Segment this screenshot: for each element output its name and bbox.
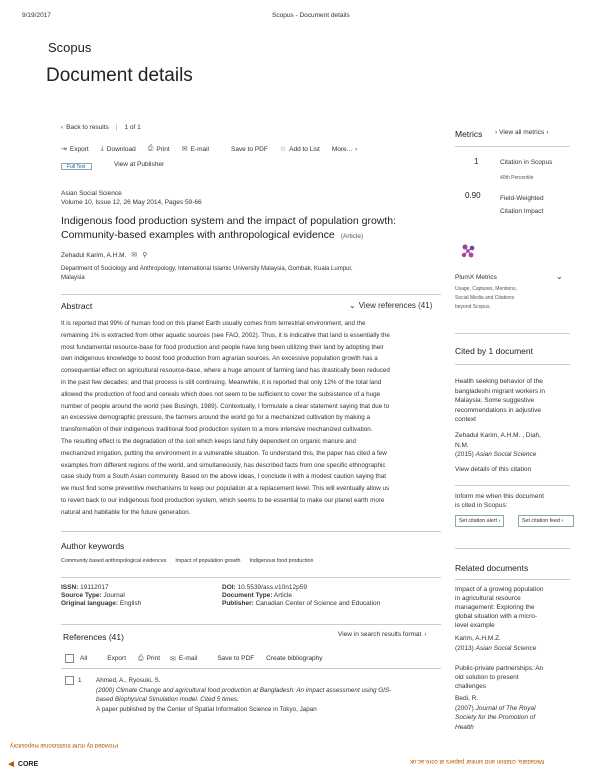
- repository-watermark: Provided by IIUM Institutional Repository: [10, 742, 119, 748]
- back-to-results-link[interactable]: Back to results: [66, 124, 109, 131]
- download-label: Download: [106, 145, 136, 153]
- fwci-value: 0.90: [465, 191, 481, 200]
- abstract-line: The resulting effect is the degradation of the soil which keeps land fully dependent on organic manure and: [61, 437, 356, 445]
- cited-title-line: Malaysia: Some suggestive: [455, 397, 535, 405]
- related-doc2-journal-line: Society for the Promotion of: [455, 714, 536, 721]
- email-icon: ✉: [181, 146, 188, 153]
- export-label: Export: [69, 145, 89, 153]
- reference-number: 1: [78, 677, 82, 684]
- references-heading: References (41): [63, 632, 124, 642]
- source-title[interactable]: Asian Social Science: [61, 190, 122, 197]
- related-doc2-year: (2007): [455, 704, 474, 712]
- abstract-line: It is reported that 99% of human food on this planet Earth usually comes from terrestrial environment, and the: [61, 320, 366, 327]
- inform-text: [455, 492, 544, 510]
- reference-checkbox[interactable]: [65, 676, 74, 685]
- related-doc1-meta: [455, 634, 536, 653]
- abstract-line: to revert back to our indigenous food production system, which seems to be essential to make our planet earth more: [61, 496, 385, 504]
- ref-print-button[interactable]: [138, 655, 160, 663]
- print-icon: ⎙: [138, 654, 144, 662]
- abstract-line: mechanized irrigation, putting the environment in a vulnerable situation. To understand this, the paper has cited a few: [61, 449, 387, 457]
- chevron-right-icon: ›: [498, 518, 501, 524]
- issn-value: 19112017: [80, 584, 109, 591]
- fwci-label-line2: Citation Impact: [500, 208, 544, 215]
- related-doc1-journal: Asian Social Science: [475, 644, 537, 652]
- add-list-label: Add to List: [289, 145, 320, 153]
- star-icon: ☆: [279, 146, 287, 153]
- view-all-metrics-label: View all metrics: [499, 129, 545, 136]
- divider: [61, 577, 441, 578]
- issn-label: ISSN:: [61, 584, 79, 591]
- plumx-desc-line: beyond Scopus.: [455, 304, 491, 310]
- cited-title-line: bangladeshi migrant workers in: [455, 387, 545, 395]
- related-doc1-year: (2013): [455, 644, 474, 652]
- plumx-logo-icon: [460, 243, 476, 259]
- related-doc1-title[interactable]: [455, 585, 544, 630]
- abstract-line: remaining 1% is extracted from other aquatic sources (see FAO, 2002). Thus, it is indicative that land is essentially the: [61, 331, 390, 339]
- cited-year: (2015): [455, 451, 474, 458]
- abstract-line: transformation of their indigenous traditional food production system to a more intensive mechanized cultivation.: [61, 426, 373, 434]
- chevron-right-icon: ›: [546, 129, 549, 136]
- author-link[interactable]: Zehadul Karim, A.H.M.: [61, 251, 127, 259]
- chevron-right-icon: ›: [495, 129, 498, 136]
- plumx-desc-line: Social Media and Citations: [455, 295, 515, 301]
- ref-email-button[interactable]: [170, 655, 197, 663]
- print-date: 9/19/2017: [22, 12, 51, 19]
- related-title-line: management: Exploring the: [455, 604, 535, 611]
- abstract-line: own indigenous knowledge to boost food production from agrarian sources. An excessive population growth has a: [61, 355, 378, 363]
- nav-separator: |: [115, 124, 118, 131]
- ref-save-pdf-button[interactable]: Save to PDF: [217, 655, 255, 662]
- cited-title-line: context: [455, 416, 476, 424]
- plumx-desc-line: Usage, Captures, Mentions,: [455, 286, 517, 292]
- publisher-label: Publisher:: [222, 600, 254, 607]
- cited-authors-line: Zehadul Karim, A.H.M. , Diah,: [455, 432, 541, 439]
- download-button[interactable]: [101, 145, 136, 153]
- chevron-right-icon: ›: [424, 631, 427, 638]
- related-title-line: global situation with a micro-: [455, 613, 538, 620]
- core-logo: [6, 759, 38, 770]
- keywords-heading: Author keywords: [61, 541, 125, 551]
- abstract-line: case study from a South Asian community. Based on the above ideas, I conclude it with a modest caution saying that: [61, 473, 387, 481]
- chevron-right-icon: ›: [561, 518, 564, 524]
- abstract-line: an excessive demographic pressure, the farmers around the world go for a mechanized cultivation by making a: [61, 414, 371, 422]
- email-label: E-mail: [190, 145, 209, 153]
- inform-line: is cited in Scopus:: [455, 502, 508, 509]
- alert-label: Set citation alert: [459, 518, 497, 524]
- save-pdf-button[interactable]: [231, 146, 268, 153]
- abstract-line: in the past few decades; and that process is still continuing. Meanwhile, it is reported that only 12% of the total land: [61, 378, 382, 386]
- affiliation-line1: Department of Sociology and Anthropology, International Islamic University Malaysia, Gombak, Kuala Lumpur,: [61, 266, 353, 272]
- view-all-metrics-link[interactable]: [495, 129, 548, 136]
- view-at-publisher-link[interactable]: View at Publisher: [114, 161, 165, 168]
- ref-print-label: Print: [146, 655, 161, 662]
- identifiers-right: [222, 584, 380, 608]
- article-title-line1: Indigenous food production system and the impact of population growth:: [61, 215, 397, 227]
- abstract-line: number of people around the world (see Busingh, 1989). Contextually, I formulate a clear statement saying that due to: [61, 402, 390, 410]
- abstract-line: allowed the production of food and cereals which does not seem to be sufficient to cover the subsistence of a huge: [61, 390, 381, 398]
- print-label: Print: [156, 145, 170, 153]
- divider: [61, 294, 441, 295]
- reference-authors: Ahmed, A., Ryosuki, S.: [96, 677, 161, 684]
- article-title-line2: Community-based examples with anthropological evidence: [61, 229, 335, 241]
- result-position: 1 of 1: [124, 124, 141, 131]
- set-citation-alert-button[interactable]: [455, 515, 504, 527]
- plumx-description: [455, 285, 517, 312]
- cited-journal: Asian Social Science: [475, 451, 537, 458]
- create-bibliography-button[interactable]: Create bibliography: [266, 655, 323, 662]
- related-doc2-journal-line: Health: [455, 723, 474, 731]
- more-button[interactable]: [332, 146, 357, 153]
- plumx-label: PlumX Metrics: [455, 274, 497, 281]
- reference-item: [65, 676, 391, 714]
- export-button[interactable]: [61, 145, 89, 153]
- chevron-left-icon: ‹: [61, 124, 64, 131]
- fwci-label: [500, 192, 544, 218]
- abstract-line: natural and habitable for the future generation.: [61, 508, 191, 516]
- cited-authors-line: N.M.: [455, 441, 469, 449]
- fwci-label-line1: Field-Weighted: [500, 195, 544, 202]
- references-toolbar: [65, 654, 323, 663]
- divider: [455, 333, 570, 334]
- divider: [61, 531, 441, 532]
- reference-source: A paper published by the Center of Spatial Information Science in Tokyo, Japan: [96, 705, 317, 713]
- related-doc2-journal-line: Journal of The Royal: [475, 704, 536, 712]
- results-nav: [61, 124, 141, 131]
- print-icon: ⎙: [147, 145, 154, 152]
- related-doc2-title[interactable]: [455, 664, 543, 691]
- chevron-down-icon[interactable]: ⌄: [556, 272, 563, 281]
- doc-type-label: Document Type:: [222, 592, 273, 599]
- document-toolbar: [61, 145, 357, 153]
- related-doc2-author: Bedi, R.: [455, 695, 479, 702]
- related-doc2-meta: [455, 694, 536, 732]
- keyword-item: Impact of population growth: [175, 558, 241, 564]
- cited-by-heading: Cited by 1 document: [455, 346, 533, 356]
- select-all-checkbox[interactable]: [65, 654, 74, 663]
- ref-export-button[interactable]: Export: [107, 655, 127, 662]
- cited-title-line: recommendations in adjustive: [455, 406, 541, 414]
- related-title-line: level example: [455, 622, 495, 629]
- reference-title-line1[interactable]: (2000) Climate Change and agricultural food production at Bangladesh: An impact assessment using GIS-: [96, 686, 392, 694]
- reference-title-line2: based Biophysical Simulation model. Cited 5 times.: [96, 696, 239, 703]
- save-pdf-label: Save to PDF: [230, 145, 268, 153]
- related-doc1-author: Karim, A.H.M.Z.: [455, 635, 501, 642]
- doc-type-value: Article: [273, 592, 292, 599]
- related-heading: Related documents: [455, 563, 529, 573]
- keyword-item: Indigenous food production: [249, 558, 314, 564]
- related-title-line: in agricultural resource: [455, 595, 521, 602]
- person-icon[interactable]: ⚲: [142, 252, 148, 259]
- related-title-line: challenges: [455, 683, 487, 690]
- print-page-title: Scopus - Document details: [272, 12, 350, 19]
- email-icon[interactable]: ✉: [131, 252, 138, 259]
- cited-by-authors: [455, 431, 541, 460]
- email-icon: ✉: [170, 655, 176, 663]
- set-citation-feed-button[interactable]: [518, 515, 574, 527]
- source-type-label: Source Type:: [61, 592, 102, 599]
- publisher-value: Canadian Center of Science and Education: [255, 600, 381, 607]
- scopus-logo[interactable]: Scopus: [48, 40, 92, 55]
- download-icon: ⤓: [100, 145, 104, 152]
- feed-label: Set citation feed: [522, 518, 560, 524]
- arrow-icon: ◄: [6, 759, 16, 770]
- divider: [455, 548, 570, 549]
- ref-email-label: E-mail: [178, 655, 198, 662]
- volume-info: Volume 10, Issue 12, 26 May 2014, Pages 59-66: [61, 199, 202, 206]
- article-title-row2: [61, 228, 363, 242]
- divider: [61, 668, 441, 669]
- reference-body: [96, 676, 391, 714]
- view-references-link[interactable]: [349, 301, 432, 310]
- divider: [455, 146, 570, 147]
- citation-count-label: Citation in Scopus: [500, 159, 553, 166]
- divider: [455, 364, 570, 365]
- doi-value[interactable]: 10.5539/ass.v10n12p59: [237, 584, 307, 591]
- identifiers-left: [61, 584, 141, 608]
- affiliation-line2: Malaysia: [61, 275, 85, 281]
- inform-line: Inform me when this document: [455, 493, 544, 500]
- abstract-line: consequential effect on agricultural resource-base, where a huge amount of farming land has drastically been reduced: [61, 367, 390, 375]
- language-label: Original language:: [61, 600, 119, 607]
- article-type: (Article): [340, 233, 364, 240]
- add-to-list-button[interactable]: [280, 145, 320, 153]
- cited-title-line: Health seeking behavior of the: [455, 378, 543, 385]
- author-row: [61, 251, 147, 259]
- related-title-line: Impact of a growing population: [455, 586, 544, 593]
- abstract-line: examples from different regions of the world, and simultaneously, has described facts from one specific ethnographic: [61, 461, 386, 469]
- divider: [455, 579, 570, 580]
- abstract-text: [61, 318, 441, 519]
- divider: [61, 624, 441, 625]
- language-value: English: [119, 600, 142, 607]
- cited-by-title[interactable]: [455, 377, 545, 425]
- abstract-heading: Abstract: [61, 301, 93, 311]
- chevron-down-icon: ⌄: [349, 301, 356, 310]
- full-text-button[interactable]: Full Text: [61, 163, 92, 170]
- abstract-line: most fundamental resource-base for food production and people have long been utilizing their land by adopting their: [61, 343, 384, 351]
- chevron-right-icon: ›: [355, 145, 358, 153]
- keywords-list: [61, 558, 313, 564]
- email-button[interactable]: [182, 145, 209, 153]
- core-label: CORE: [17, 761, 39, 768]
- view-in-search-label: View in search results format: [338, 631, 422, 638]
- keyword-item: Community based anthropological evidences: [61, 558, 167, 564]
- view-citation-details-link[interactable]: View details of this citation: [455, 466, 532, 473]
- core-watermark-text: Metadata, citation and similar papers at core.ac.uk: [410, 758, 545, 764]
- doi-label: DOI:: [222, 584, 236, 591]
- related-title-line: Public-private partnerships: An: [455, 665, 544, 672]
- view-in-search-link[interactable]: [338, 631, 427, 638]
- export-icon: ⇥: [61, 146, 67, 153]
- abstract-line: we must find some preventive mechanisms to keep our population at a replacement level. This will eventually allow us: [61, 485, 390, 493]
- page-title: Document details: [46, 65, 193, 86]
- select-all-label: All: [80, 655, 88, 662]
- divider: [455, 485, 570, 486]
- percentile-label: 40th Percentile: [500, 175, 534, 181]
- source-type-value: Journal: [103, 592, 125, 599]
- metrics-heading: Metrics: [455, 129, 483, 139]
- related-title-line: old solution to present: [455, 674, 519, 681]
- view-references-label: View references (41): [358, 301, 433, 310]
- citation-count: 1: [474, 157, 479, 166]
- print-button[interactable]: [148, 145, 170, 153]
- more-label: More...: [331, 145, 353, 153]
